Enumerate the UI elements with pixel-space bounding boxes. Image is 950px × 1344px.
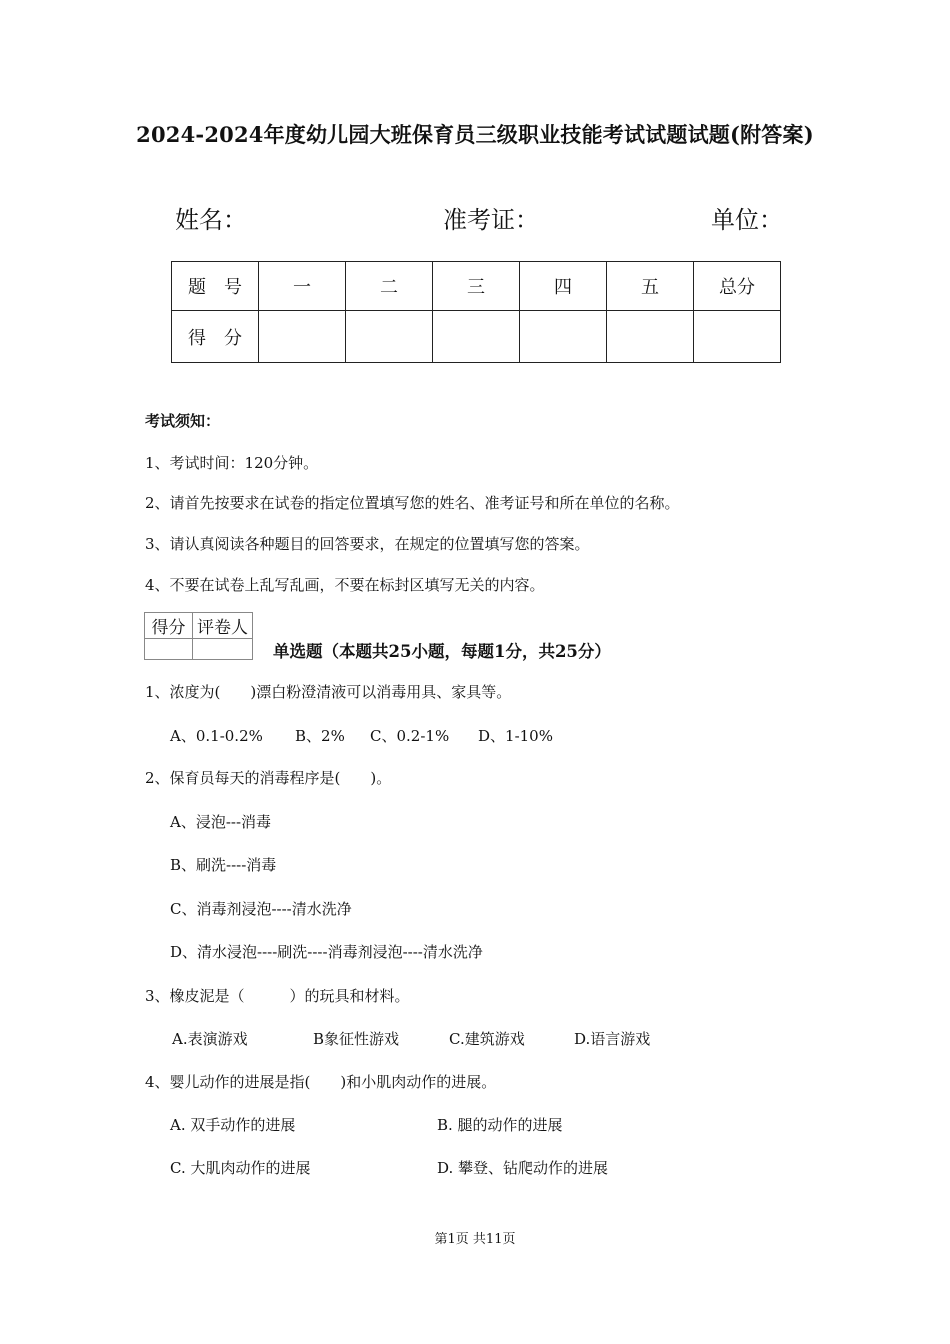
score-table <box>171 261 781 363</box>
question-option: B、刷洗----消毒 <box>170 856 277 874</box>
question-option: D.语言游戏 <box>574 1030 651 1048</box>
question-option: A.表演游戏 <box>172 1030 248 1048</box>
notice-item: 3、请认真阅读各种题目的回答要求，在规定的位置填写您的答案。 <box>145 535 590 553</box>
score-input-cell[interactable] <box>259 311 346 363</box>
question-option: B象征性游戏 <box>313 1030 400 1048</box>
question-option: D、1-10% <box>478 727 553 745</box>
score-table-cell: 得 分 <box>172 311 259 363</box>
question-stem: 4、婴儿动作的进展是指( )和小肌肉动作的进展。 <box>145 1073 497 1091</box>
notice-item: 1、考试时间：120分钟。 <box>145 454 319 472</box>
question-option: C.建筑游戏 <box>449 1030 525 1048</box>
question-option: D、清水浸泡----刷洗----消毒剂浸泡----清水洗净 <box>170 943 483 961</box>
score-table-cell: 一 <box>259 262 346 311</box>
grader-table <box>144 612 253 660</box>
section-heading: 单选题（本题共25小题，每题1分，共25分） <box>273 642 611 661</box>
score-table-cell: 题 号 <box>172 262 259 311</box>
score-input-cell[interactable] <box>433 311 520 363</box>
question-option: C、消毒剂浸泡----清水洗净 <box>170 900 352 918</box>
question-option: B、2% <box>295 727 345 745</box>
exam-id-label: 准考证： <box>443 206 539 234</box>
score-table-cell: 四 <box>520 262 607 311</box>
name-label: 姓名： <box>175 206 247 234</box>
score-input-cell[interactable] <box>607 311 694 363</box>
score-table-cell: 五 <box>607 262 694 311</box>
question-option: A、浸泡---消毒 <box>170 813 272 831</box>
question-stem: 3、橡皮泥是（ ）的玩具和材料。 <box>145 987 410 1005</box>
question-stem: 1、浓度为( )漂白粉澄清液可以消毒用具、家具等。 <box>145 683 512 701</box>
question-stem: 2、保育员每天的消毒程序是( )。 <box>145 769 392 787</box>
question-option: C、0.2-1% <box>370 727 450 745</box>
score-table-cell: 三 <box>433 262 520 311</box>
score-input-cell[interactable] <box>346 311 433 363</box>
grader-table-score-label: 得分 <box>145 613 193 639</box>
score-table-cell: 总分 <box>694 262 781 311</box>
unit-label: 单位： <box>711 206 783 234</box>
question-option: A. 双手动作的进展 <box>170 1116 296 1134</box>
notice-item: 2、请首先按要求在试卷的指定位置填写您的姓名、准考证号和所在单位的名称。 <box>145 494 680 512</box>
notice-heading: 考试须知： <box>145 412 221 430</box>
candidate-info-fields <box>0 200 950 240</box>
question-option: D. 攀登、钻爬动作的进展 <box>437 1159 609 1177</box>
grader-table-grader-cell[interactable] <box>193 639 253 660</box>
score-table-cell: 二 <box>346 262 433 311</box>
question-option: B. 腿的动作的进展 <box>437 1116 563 1134</box>
notice-item: 4、不要在试卷上乱写乱画，不要在标封区填写无关的内容。 <box>145 576 545 594</box>
score-input-cell[interactable] <box>520 311 607 363</box>
page-footer: 第1页 共11页 <box>434 1232 516 1247</box>
question-option: C. 大肌肉动作的进展 <box>170 1159 311 1177</box>
grader-table-grader-label: 评卷人 <box>193 613 253 639</box>
exam-title: 2024-2024年度幼儿园大班保育员三级职业技能考试试题试题(附答案) <box>136 122 814 147</box>
question-option: A、0.1-0.2% <box>170 727 263 745</box>
score-table-header-row <box>172 262 781 311</box>
score-input-cell[interactable] <box>694 311 781 363</box>
score-table-score-row <box>172 311 781 363</box>
grader-table-score-cell[interactable] <box>145 639 193 660</box>
